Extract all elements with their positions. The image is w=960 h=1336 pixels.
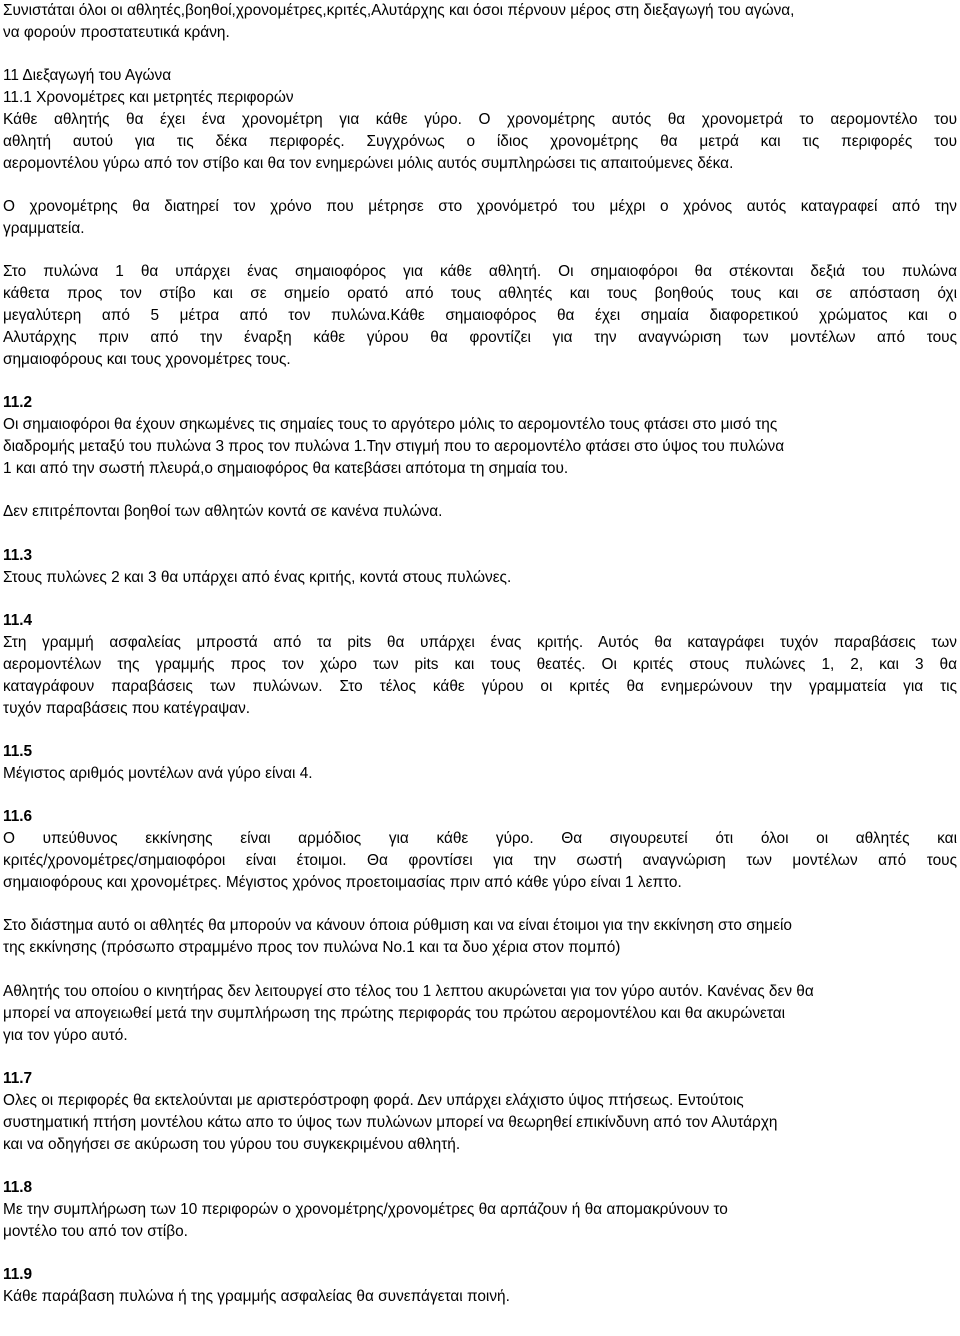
paragraph-line: Στο διάστημα αυτό οι αθλητές θα μπορούν να κάνουν όποια ρύθμιση και να είναι έτοιμοι για την εκκίνηση στο σημείο bbox=[3, 917, 792, 934]
paragraph-line: σημαιοφόρους και χρονομέτρες. Μέγιστος χρόνος προετοιμασίας πριν από κάθε γύρο είναι 1 λεπτο. bbox=[3, 874, 682, 891]
paragraph-line: μοντέλο του από τον στίβο. bbox=[3, 1223, 188, 1240]
paragraph-line: Δεν επιτρέπονται βοηθοί των αθλητών κοντά σε κανένα πυλώνα. bbox=[3, 503, 443, 520]
paragraph-line: Ο υπεύθυνος εκκίνησης είναι αρμόδιος για κάθε γύρο. Θα σιγουρευτεί ότι όλοι οι αθλητές και bbox=[3, 830, 957, 847]
paragraph-line: διαδρομής μεταξύ του πυλώνα 3 προς τον πυλώνα 1.Την στιγμή που το αερομοντέλο φτάσει στο ύψος του πυλώνα bbox=[3, 438, 785, 455]
paragraph-line: Κάθε αθλητής θα έχει ένα χρονομέτρη για κάθε γύρο. Ο χρονομέτρης αυτός θα χρονομετρά το αερομοντέλο του bbox=[3, 111, 957, 128]
section-subheading: 11.1 Χρονομέτρες και μετρητές περιφορών bbox=[3, 89, 294, 106]
section-heading: 11 Διεξαγωγή του Αγώνα bbox=[3, 67, 172, 84]
paragraph-line: 1 και από την σωστή πλευρά,ο σημαιοφόρος θα κατεβάσει απότομα τη σημαία του. bbox=[3, 460, 569, 477]
paragraph-line: Με την συμπλήρωση των 10 περιφορών ο χρονομέτρης/χρονομέτρες θα αρπάζουν ή θα απομακρύνουν το bbox=[3, 1201, 728, 1218]
intro-line-1: Συνιστάται όλοι οι αθλητές,βοηθοί,χρονομέτρες,κριτές,Αλυτάρχης και όσοι πέρνουν μέρος στη διεξαγωγή του αγώνα, bbox=[3, 2, 795, 19]
section-number: 11.5 bbox=[3, 743, 33, 760]
paragraph-line: σημαιοφόρους και τους χρονομέτρες τους. bbox=[3, 351, 291, 368]
paragraph-line: της εκκίνησης (πρόσωπο στραμμένο προς τον πυλώνα Νο.1 και τα δυο χέρια στον πομπό) bbox=[3, 939, 621, 956]
section-number: 11.3 bbox=[3, 547, 33, 564]
paragraph-line: Ολες οι περιφορές θα εκτελούνται με αριστερόστροφη φορά. Δεν υπάρχει ελάχιστο ύψος πτήσεως. Εντούτοις bbox=[3, 1092, 744, 1109]
paragraph-line: τυχόν παραβάσεις που κατέγραψαν. bbox=[3, 700, 251, 717]
paragraph-line: Στους πυλώνες 2 και 3 θα υπάρχει από ένας κριτής, κοντά στους πυλώνες. bbox=[3, 569, 512, 586]
section-number: 11.4 bbox=[3, 612, 33, 629]
intro-line-2: να φορούν προστατευτικά κράνη. bbox=[3, 24, 230, 41]
paragraph-line: γραμματεία. bbox=[3, 220, 85, 237]
paragraph-line: για τον γύρο αυτό. bbox=[3, 1027, 128, 1044]
section-number: 11.9 bbox=[3, 1266, 33, 1283]
section-number: 11.2 bbox=[3, 394, 33, 411]
paragraph-line: κριτές/χρονομέτρες/σημαιοφόροι είναι έτοιμοι. Θα φροντίσει για την σωστή αναγνώριση των μοντέλων από τους bbox=[3, 852, 957, 869]
paragraph-line: Μέγιστος αριθμός μοντέλων ανά γύρο είναι 4. bbox=[3, 765, 313, 782]
paragraph-line: καταγράφουν παραβάσεις των πυλώνων. Στο τέλος κάθε γύρου οι κριτές θα ενημερώνουν την γραμματεία για τις bbox=[3, 678, 957, 695]
paragraph-line: μπορεί να απογειωθεί μετά την συμπλήρωση της πρώτης περιφοράς του πρώτου αερομοντέλου και θα ακυρώνεται bbox=[3, 1005, 786, 1022]
paragraph-line: Αθλητής του οποίου ο κινητήρας δεν λειτουργεί στο τέλος του 1 λεπτου ακυρώνεται για τον γύρο αυτόν. Κανένας δεν θα bbox=[3, 983, 814, 1000]
paragraph-line: Αλυτάρχης πριν από την έναρξη κάθε γύρου θα φροντίζει για την αναγνώριση των μοντέλων από τους bbox=[3, 329, 957, 346]
paragraph-line: Στο πυλώνα 1 θα υπάρχει ένας σημαιοφόρος για κάθε αθλητή. Οι σημαιοφόροι θα στέκονται δεξιά του πυλώνα bbox=[3, 263, 957, 280]
paragraph-line: Οι σημαιοφόροι θα έχουν σηκωμένες τις σημαίες τους το αργότερο μόλις το αερομοντέλο τους φτάσει στο μισό της bbox=[3, 416, 778, 433]
paragraph-line: συστηματική πτήση μοντέλου κάτω απο το ύψος των πυλώνων μπορεί να θεωρηθεί επικίνδυνη από τον Αλυτάρχη bbox=[3, 1114, 778, 1131]
paragraph-line: αθλητή αυτού για τις δέκα περιφορές. Συγχρόνως ο ίδιος χρονομέτρης θα μετρά και τις περιφορές του bbox=[3, 133, 957, 150]
paragraph-line: κάθετα προς τον στίβο και σε σημείο ορατό από τους αθλητές και τους βοηθούς τους και σε απόσταση όχι bbox=[3, 285, 957, 302]
section-number: 11.6 bbox=[3, 808, 33, 825]
paragraph-line: και να οδηγήσει σε ακύρωση του γύρου του συγκεκριμένου αθλητή. bbox=[3, 1136, 461, 1153]
paragraph-line: Ο χρονομέτρης θα διατηρεί τον χρόνο που μέτρησε στο χρονόμετρό του μέχρι ο χρόνος αυτός καταγραφεί από την bbox=[3, 198, 957, 215]
paragraph-line: αερομοντέλων της γραμμής προς τον χώρο των pits και τους θεατές. Οι κριτές στους πυλώνες 1, 2, και 3 θα bbox=[3, 656, 957, 673]
section-number: 11.7 bbox=[3, 1070, 33, 1087]
paragraph-line: Στη γραμμή ασφαλείας μπροστά από τα pits θα υπάρχει ένας κριτής. Αυτός θα καταγράφει τυχόν παραβάσεις των bbox=[3, 634, 957, 651]
paragraph-line: μεγαλύτερη από 5 μέτρα από τον πυλώνα.Κάθε σημαιοφόρος θα έχει σημαία διαφορετικού χρώματος και ο bbox=[3, 307, 957, 324]
section-number: 11.8 bbox=[3, 1179, 33, 1196]
paragraph-line: αερομοντέλου γύρω από τον στίβο και θα τον ενημερώνει μόλις αυτός συμπληρώσει τις απαιτούμενες δέκα. bbox=[3, 155, 734, 172]
paragraph-line: Κάθε παράβαση πυλώνα ή της γραμμής ασφαλείας θα συνεπάγεται ποινή. bbox=[3, 1288, 510, 1305]
